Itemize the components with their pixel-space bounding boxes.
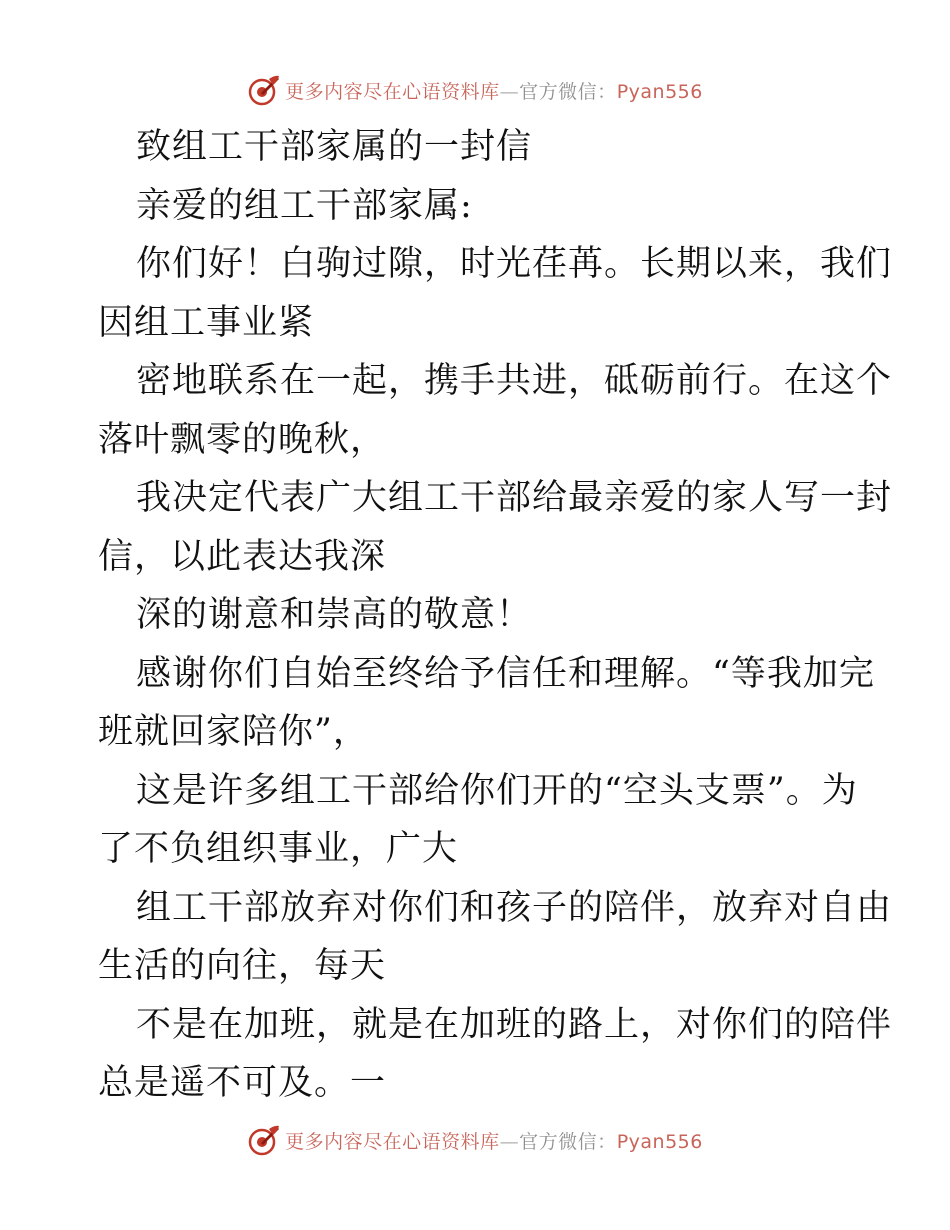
paragraph-line: 信，以此表达我深 (98, 536, 387, 577)
paragraph-line: 落叶飘零的晚秋， (98, 419, 387, 460)
quill-logo-icon (247, 73, 281, 107)
document-title: 致组工干部家属的一封信 (136, 127, 533, 167)
header-banner (0, 70, 950, 110)
banner-text: 更多内容尽在心语资料库—官方微信：Pyan556 (285, 80, 703, 103)
document-body (98, 118, 893, 1113)
paragraph-line: 组工干部放弃对你们和孩子的陪伴，放弃对自由 (136, 887, 893, 928)
paragraph-line: 总是遥不可及。一 (98, 1063, 387, 1103)
paragraph-line: 不是在加班，就是在加班的路上，对你们的陪伴 (136, 1004, 893, 1045)
quill-logo-icon (247, 1123, 281, 1157)
paragraph-line: 你们好！白驹过隙，时光荏苒。长期以来，我们 (136, 244, 893, 284)
paragraph-line: 生活的向往，每天 (98, 946, 387, 986)
paragraph-line: 密地联系在一起，携手共进，砥砺前行。在这个 (136, 361, 893, 401)
banner-text: 更多内容尽在心语资料库—官方微信：Pyan556 (285, 1130, 703, 1153)
paragraph-line: 了不负组织事业，广大 (98, 829, 459, 869)
paragraph-line: 感谢你们自始至终给予信任和理解。“等我加完 (136, 653, 875, 694)
paragraph-line: 我决定代表广大组工干部给最亲爱的家人写一封 (136, 478, 893, 518)
salutation: 亲爱的组工干部家属: (136, 185, 473, 226)
paragraph-line: 深的谢意和崇高的敬意！ (136, 595, 533, 635)
paragraph-line: 这是许多组工干部给你们开的“空头支票”。为 (136, 770, 858, 811)
footer-banner (0, 1120, 950, 1160)
paragraph-line: 因组工事业紧 (98, 302, 315, 343)
paragraph-line: 班就回家陪你”， (98, 712, 369, 752)
